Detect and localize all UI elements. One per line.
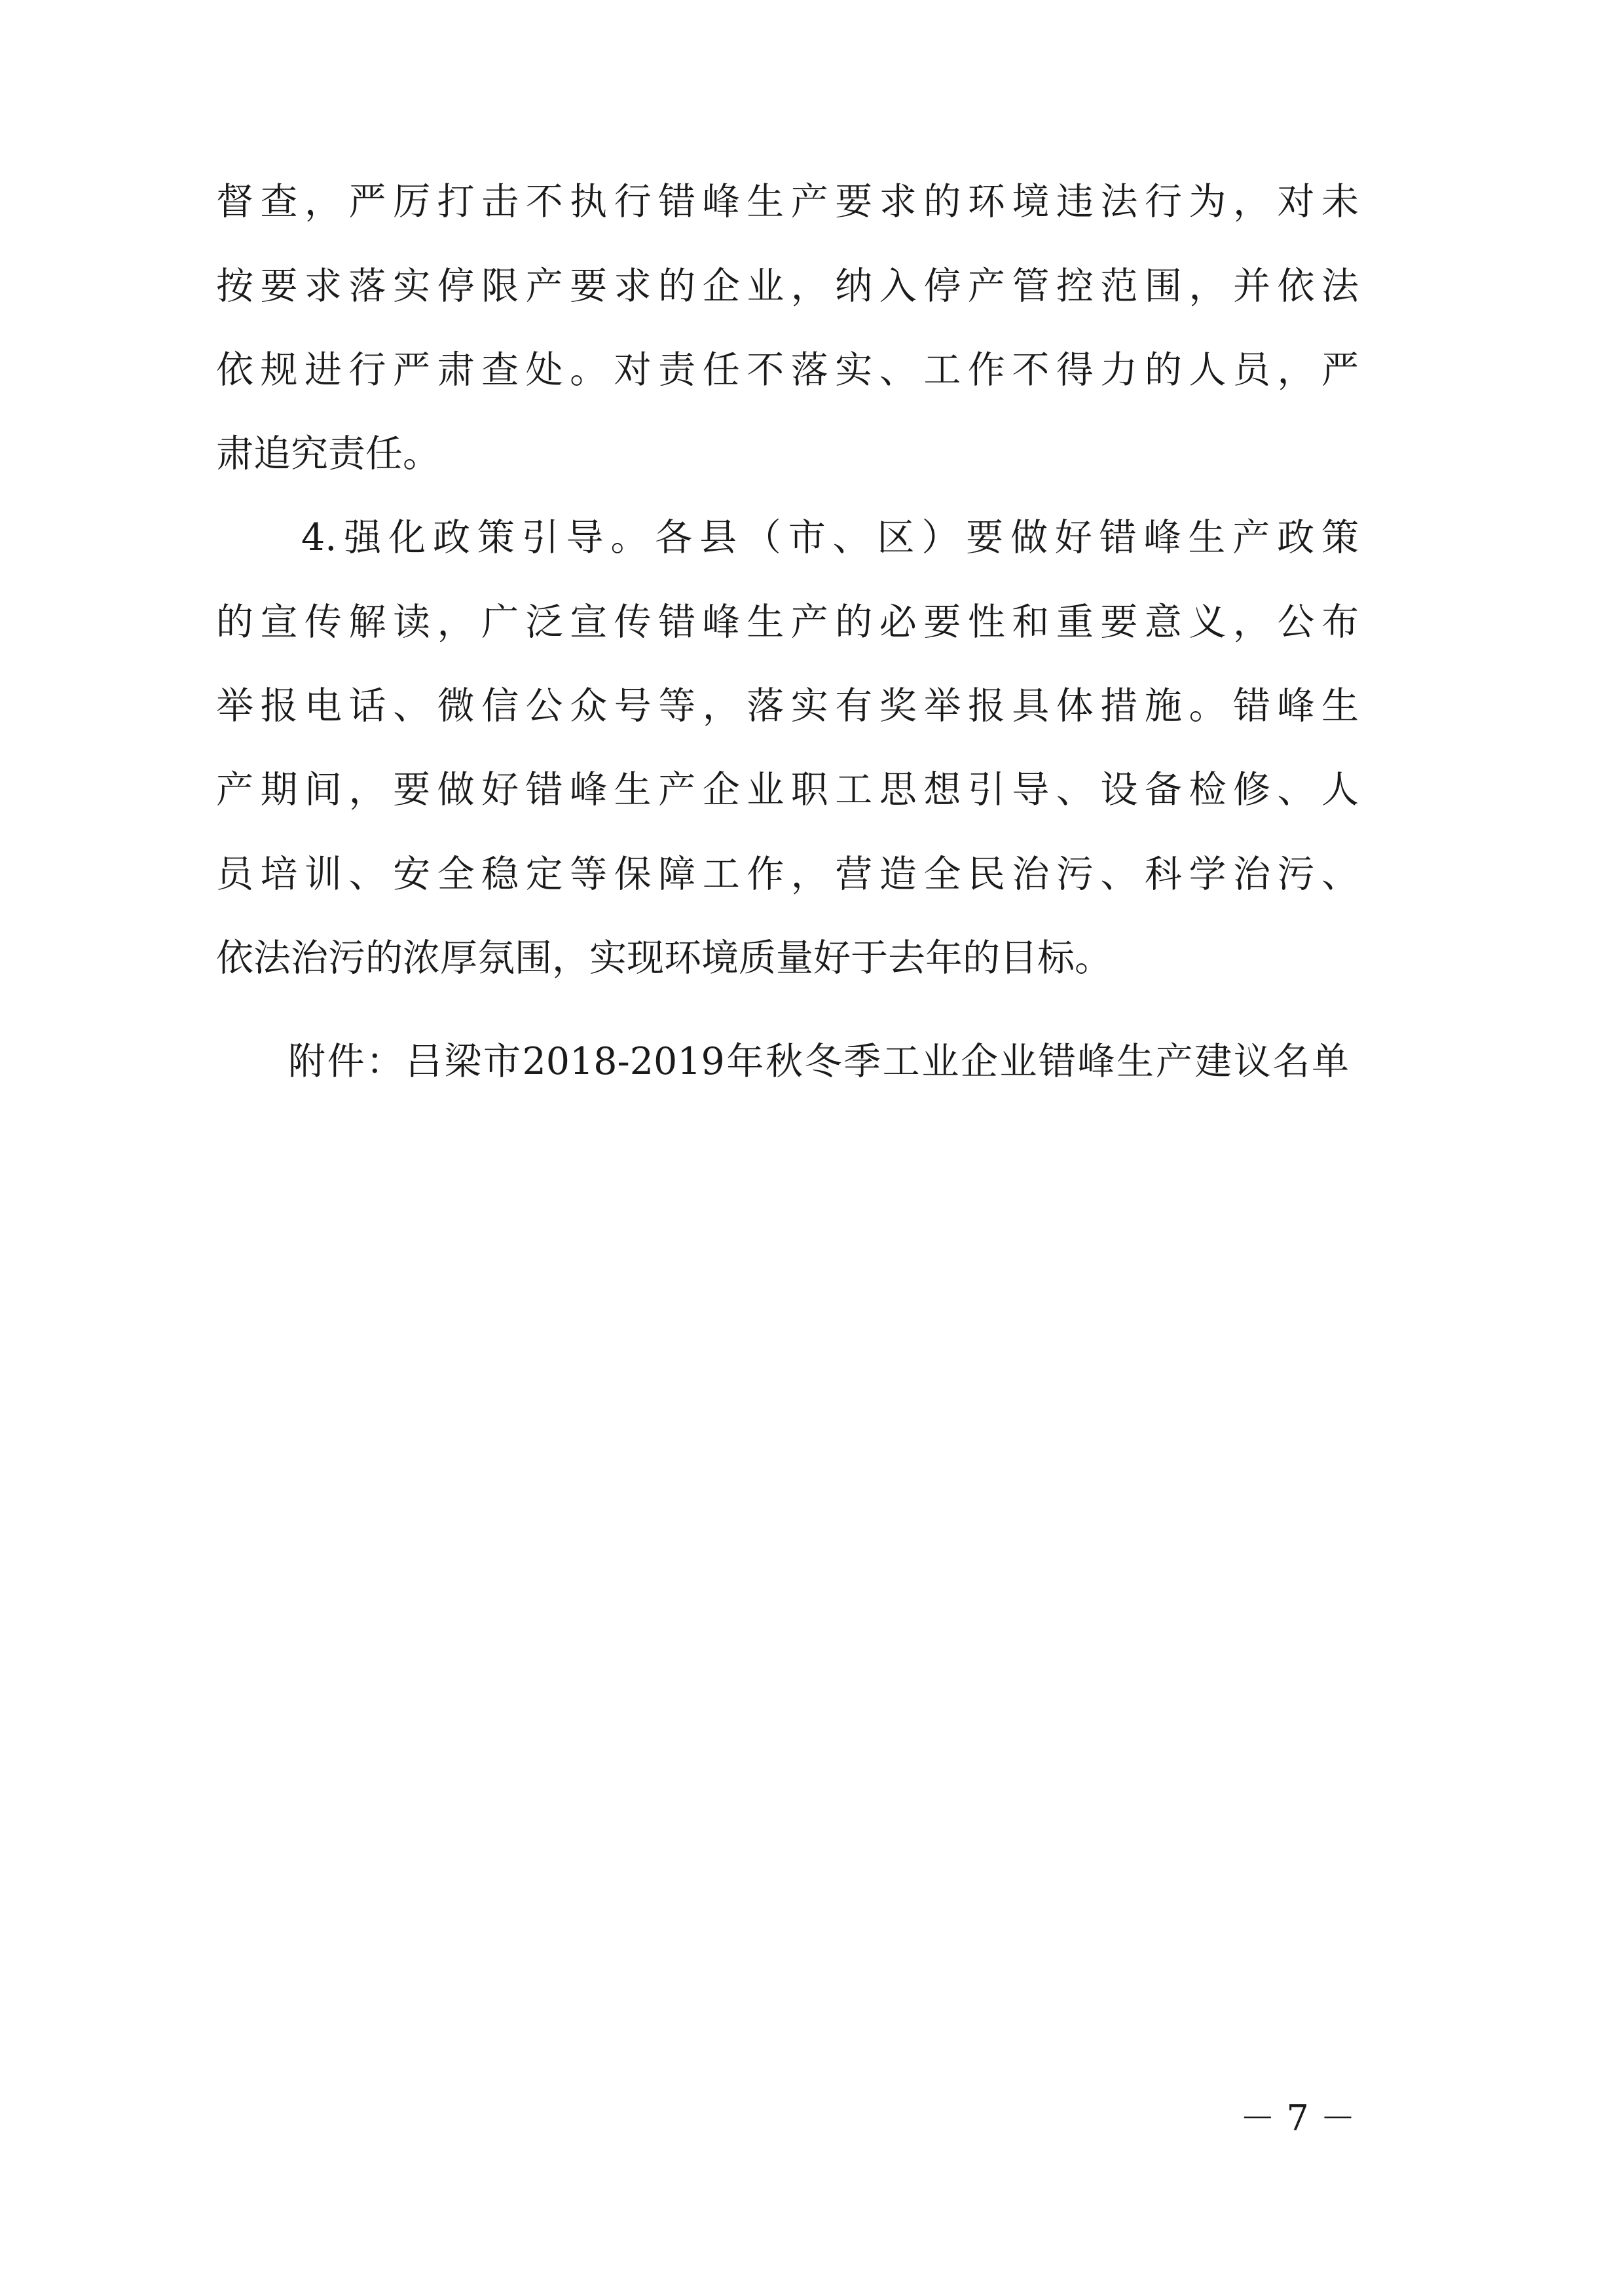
text-line: 产期间，要做好错峰生产企业职工思想引导、设备检修、人 [216, 768, 1359, 811]
text-line: 依规进行严肃查处。对责任不落实、工作不得力的人员，严 [216, 348, 1359, 392]
text-line: 按要求落实停限产要求的企业，纳入停产管控范围，并依法 [216, 265, 1359, 308]
text-line: 督查，严厉打击不执行错峰生产要求的环境违法行为，对未 [216, 180, 1359, 223]
text-line: 依法治污的浓厚氛围，实现环境质量好于去年的目标。 [216, 936, 1112, 980]
attachment-note: 附件：吕梁市2018-2019年秋冬季工业企业错峰生产建议名单 [288, 1040, 1349, 1083]
page-number: － 7 － [1240, 2098, 1356, 2139]
text-line: 举报电话、微信公众号等，落实有奖举报具体措施。错峰生 [216, 684, 1359, 728]
text-line: 的宣传解读，广泛宣传错峰生产的必要性和重要意义，公布 [216, 601, 1359, 644]
text-line: 员培训、安全稳定等保障工作，营造全民治污、科学治污、 [216, 853, 1359, 896]
text-line: 肃追究责任。 [216, 432, 440, 475]
text-line: 4.强化政策引导。各县（市、区）要做好错峰生产政策 [301, 516, 1359, 559]
